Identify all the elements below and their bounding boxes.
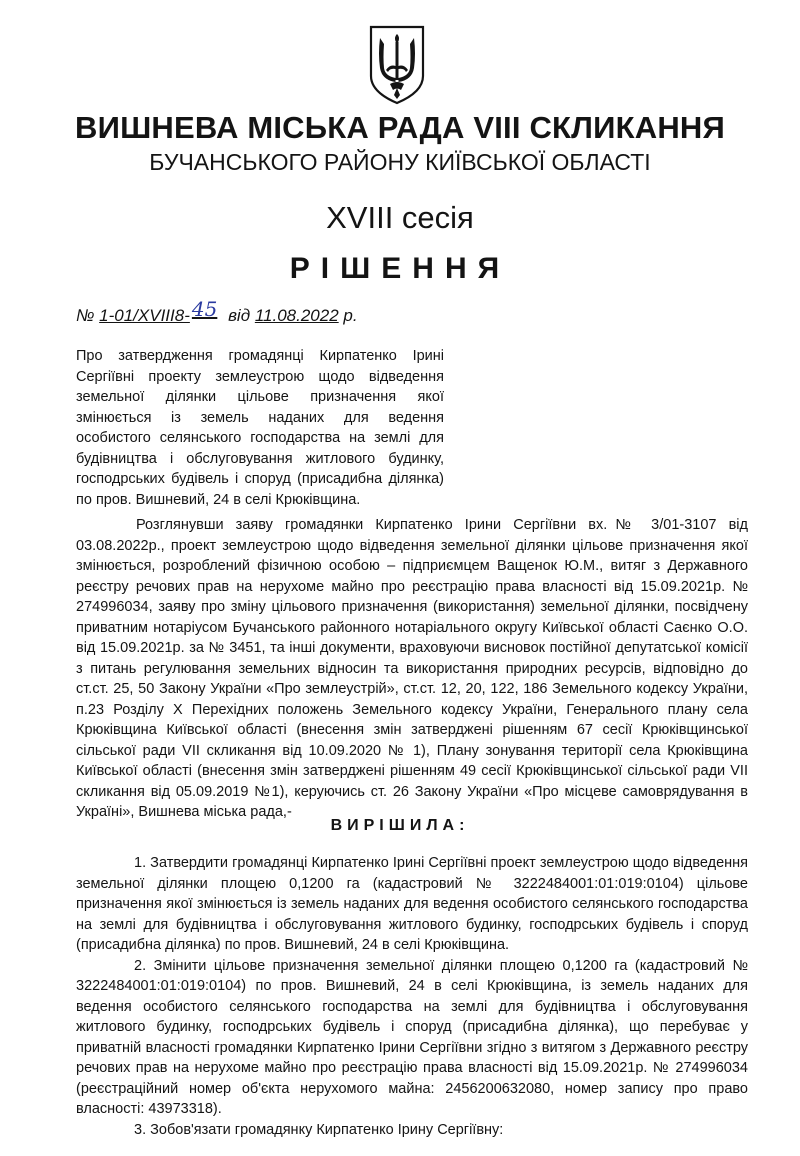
number-prefix: №	[76, 306, 95, 325]
resolution-item-2: 2. Змінити цільове призначення земельної ділянки площею 0,1200 га (кадастровий № 3222484001:01:019:0104) по пров. Вишневий, 24 в селі Крюківщина, із земель наданих для ведення особистого селянського господарства на землі для будівництва і обслуговування житлового будинку, господрських будівель і споруд (присадибна ділянка), що перебуває у приватній власності громадянки Кирпатенко Ірини Сергіївни згідно з витягом з Державного реєстру речових прав на нерухоме майно про реєстрацію права власності від 15.09.2021р. № 274996034 (реєстраційний номер об'єкта нерухомого майна: 2456200632080, номер запису про право власності: 43973318).	[76, 957, 748, 1117]
decision-number-line	[76, 297, 358, 326]
decision-number: 1-01/XVIII8-	[99, 306, 190, 325]
date-label: від	[228, 306, 251, 325]
decision-title: РІШЕННЯ	[289, 252, 511, 285]
preamble-paragraph: Розглянувши заяву громадянки Кирпатенко Ірини Сергіївни вх.№ 3/01-3107 від 03.08.2022р., проект землеустрою щодо відведення земельної ділянки цільове призначення якої змінюється, розроблений фізичною особою – підприємцем Ващенок Ю.М., витяг з Державного реєстру речових прав на нерухоме майно про реєстрацію права власності від 15.09.2021р. № 274996034, заяву про зміну цільового призначення (використання) земельної ділянки, посвідчену приватним нотаріусом Бучанського районного нотаріального округу Київської області Саєнко О.О. від 15.09.2021р. за № 3451, та інші документи, враховуючи висновок постійної депутатської комісії з питань регулювання земельних відносин та використання природних ресурсів, відповідно до ст.ст. 25, 50 Закону України «Про землеустрій», ст.ст. 12, 20, 122, 186 Земельного кодексу України, п.23 Розділу Х Перехідних положень Земельного кодексу України, Генерального плану села Крюківщина Київської області (внесення змін затверджені рішенням 67 сесії Крюківщинської сільської ради VII скликання від 10.09.2020 № 1), Плану зонування території села Крюківщина Київської області (внесення змін затверджені рішенням 49 сесії Крюківщинської сільської ради VII скликання від 05.09.2019 №1), керуючись ст. 26 Закону України «Про місцеве самоврядування в Україні», Вишнева міська рада,-	[76, 517, 748, 820]
resolution-items	[76, 853, 748, 1140]
decision-date: 11.08.2022	[254, 306, 339, 325]
resolved-heading: ВИРІШИЛА:	[330, 817, 470, 834]
date-suffix: р.	[343, 306, 358, 325]
resolution-item-1: 1. Затвердити громадянці Кирпатенко Ірині Сергіївні проект землеустрою щодо відведення земельної ділянки площею 0,1200 га (кадастровий № 3222484001:01:019:0104) цільове призначення якої змінюється із земель наданих для ведення особистого селянського господарства на землі для будівництва і обслуговування житлового будинку, господрських будівель і споруд (присадибна ділянка) по пров. Вишневий, 24 в селі Крюківщина.	[76, 855, 748, 953]
district-name: БУЧАНСЬКОГО РАЙОНУ КИЇВСЬКОЇ ОБЛАСТІ	[149, 149, 651, 175]
session-title: XVIII сесія	[326, 200, 474, 235]
resolution-item-3: 3. Зобов'язати громадянку Кирпатенко Ірину Сергіївну:	[134, 1121, 504, 1138]
council-name: ВИШНЕВА МІСЬКА РАДА VIII СКЛИКАННЯ	[75, 110, 725, 145]
trident-emblem-icon	[368, 24, 426, 106]
handwritten-number: 45	[191, 297, 218, 321]
decision-subject: Про затвердження громадянці Кирпатенко Ірині Сергіївні проекту землеустрою щодо відведення земельної ділянки цільове призначення якої змінюється із земель наданих для ведення особистого селянського господарства на землі для будівництва і обслуговування житлового будинку, господрських будівель і споруд (присадибна ділянка) по пров. Вишневий, 24 в селі Крюківщина.	[76, 348, 444, 508]
